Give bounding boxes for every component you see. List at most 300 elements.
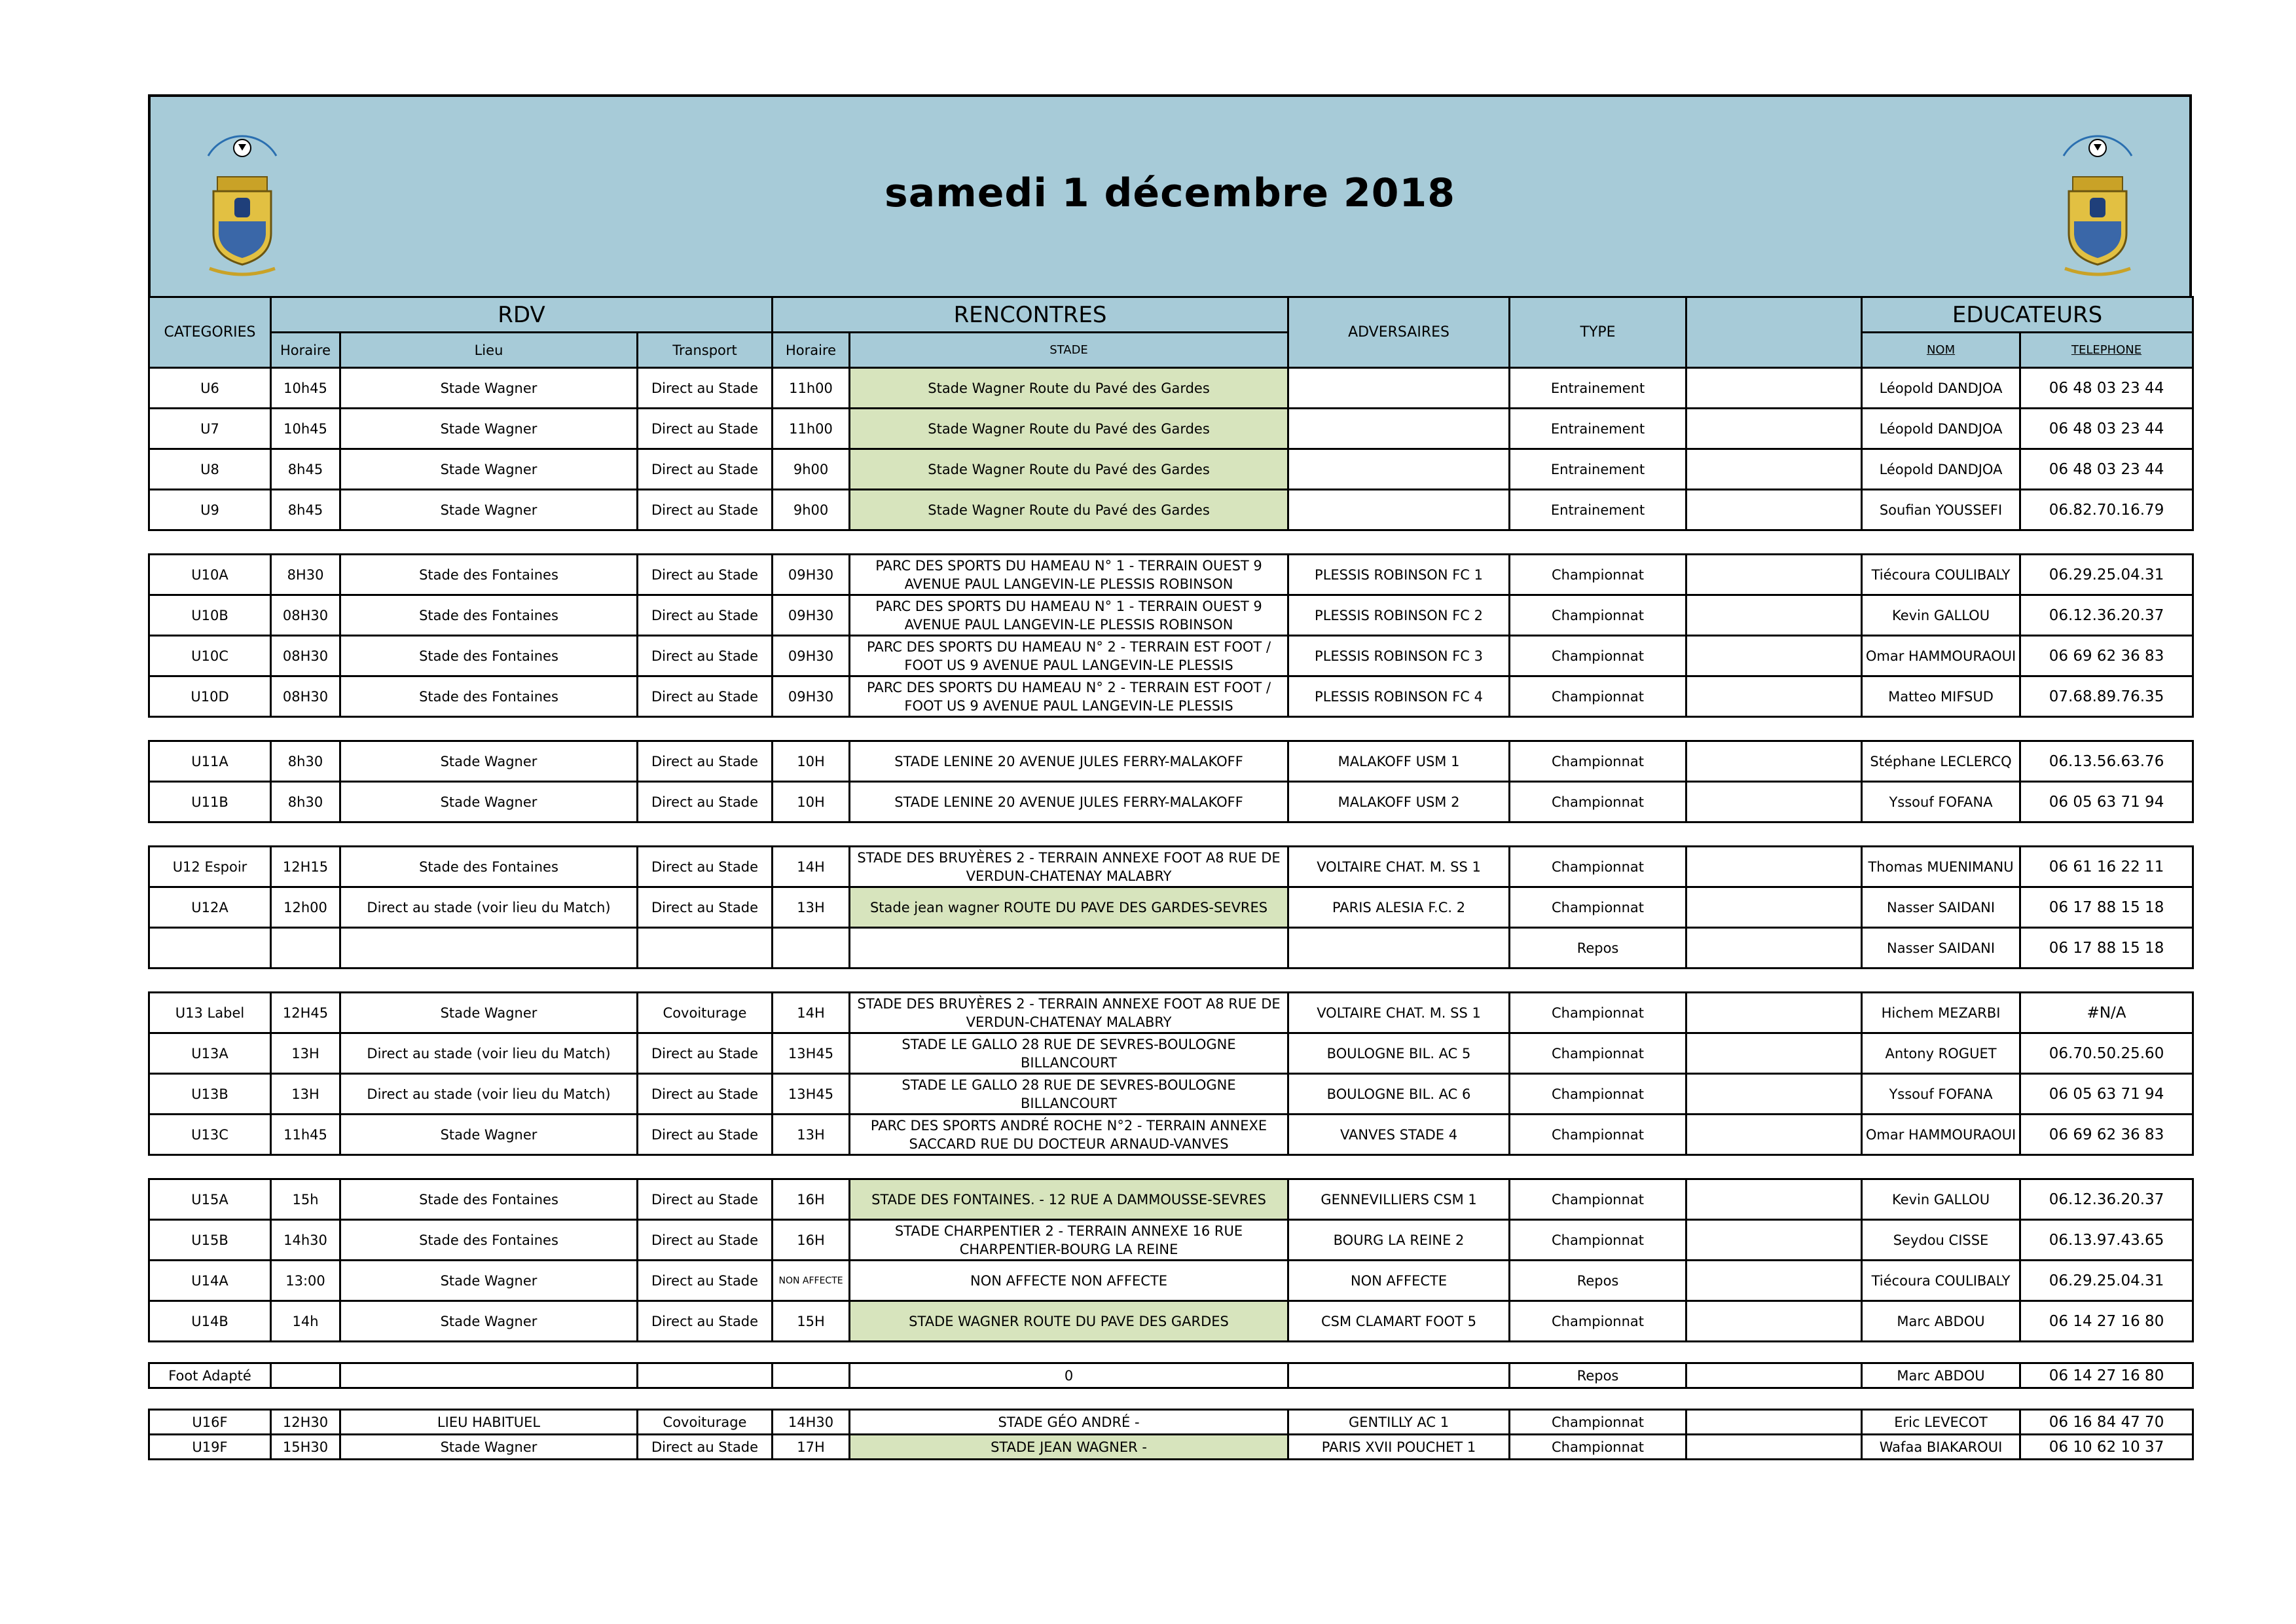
rdv-place: Direct au stade (voir lieu du Match) (340, 1033, 638, 1074)
transport (638, 1363, 773, 1388)
table-row (149, 490, 2193, 530)
coach-phone: 06 69 62 36 83 (2020, 636, 2193, 676)
opponent (1288, 368, 1510, 409)
blank (1686, 1435, 1862, 1460)
stadium: Stade jean wagner ROUTE DU PAVE DES GARDES-SEVRES (850, 887, 1288, 928)
table-row (149, 595, 2193, 636)
category: U10D (149, 676, 271, 717)
rdv-place: Stade Wagner (340, 490, 638, 530)
blank (1686, 928, 1862, 969)
match-type: Championnat (1510, 595, 1686, 636)
col-transport: Transport (638, 333, 773, 368)
rdv-place: Direct au stade (voir lieu du Match) (340, 1074, 638, 1115)
opponent (1288, 449, 1510, 490)
match-time: 09H30 (773, 595, 850, 636)
match-type: Repos (1510, 928, 1686, 969)
group-spacer (149, 717, 2193, 741)
rdv-place: Direct au stade (voir lieu du Match) (340, 887, 638, 928)
blank (1686, 993, 1862, 1033)
match-type: Championnat (1510, 782, 1686, 822)
category: Foot Adapté (149, 1363, 271, 1388)
transport: Direct au Stade (638, 368, 773, 409)
transport: Direct au Stade (638, 676, 773, 717)
table-row (149, 676, 2193, 717)
opponent: PLESSIS ROBINSON FC 2 (1288, 595, 1510, 636)
transport: Direct au Stade (638, 1115, 773, 1155)
transport: Direct au Stade (638, 887, 773, 928)
category: U13A (149, 1033, 271, 1074)
rdv-time: 8h30 (271, 741, 340, 782)
match-type: Entrainement (1510, 409, 1686, 449)
match-type: Championnat (1510, 1033, 1686, 1074)
stadium: Stade Wagner Route du Pavé des Gardes (850, 368, 1288, 409)
table-row (149, 1033, 2193, 1074)
category: U19F (149, 1435, 271, 1460)
rdv-time: 13H (271, 1033, 340, 1074)
blank (1686, 636, 1862, 676)
col-type: TYPE (1510, 297, 1686, 368)
match-type: Entrainement (1510, 449, 1686, 490)
match-time: 11h00 (773, 409, 850, 449)
category: U14A (149, 1261, 271, 1301)
group-spacer (149, 969, 2193, 993)
coach-name: Marc ABDOU (1862, 1363, 2020, 1388)
group-spacer (149, 1342, 2193, 1363)
coach-phone: 06 48 03 23 44 (2020, 368, 2193, 409)
group-spacer (149, 1388, 2193, 1410)
match-time: 16H (773, 1220, 850, 1261)
table-row (149, 1220, 2193, 1261)
opponent: GENNEVILLIERS CSM 1 (1288, 1179, 1510, 1220)
rdv-place: Stade Wagner (340, 993, 638, 1033)
category: U8 (149, 449, 271, 490)
coach-name: Tiécoura COULIBALY (1862, 1261, 2020, 1301)
rdv-place: Stade des Fontaines (340, 636, 638, 676)
category: U6 (149, 368, 271, 409)
coach-phone: 06.13.56.63.76 (2020, 741, 2193, 782)
coach-phone: 06 05 63 71 94 (2020, 1074, 2193, 1115)
coach-phone: 06 17 88 15 18 (2020, 887, 2193, 928)
blank (1686, 887, 1862, 928)
col-educateurs: EDUCATEURS (1862, 297, 2193, 333)
match-type: Championnat (1510, 741, 1686, 782)
stadium: STADE LENINE 20 AVENUE JULES FERRY-MALAKOFF (850, 741, 1288, 782)
blank (1686, 1220, 1862, 1261)
rdv-place: Stade Wagner (340, 368, 638, 409)
match-time: 11h00 (773, 368, 850, 409)
coach-phone: 06 16 84 47 70 (2020, 1410, 2193, 1435)
category: U9 (149, 490, 271, 530)
schedule-sheet (148, 94, 2192, 1460)
blank (1686, 1074, 1862, 1115)
rdv-place: Stade Wagner (340, 449, 638, 490)
category: U15A (149, 1179, 271, 1220)
opponent (1288, 1363, 1510, 1388)
opponent (1288, 490, 1510, 530)
coach-phone: 06.12.36.20.37 (2020, 595, 2193, 636)
coach-name: Soufian YOUSSEFI (1862, 490, 2020, 530)
opponent: MALAKOFF USM 2 (1288, 782, 1510, 822)
stadium: PARC DES SPORTS DU HAMEAU N° 2 - TERRAIN EST FOOT / FOOT US 9 AVENUE PAUL LANGEVIN-LE PLESSIS (850, 636, 1288, 676)
coach-phone: 06 14 27 16 80 (2020, 1301, 2193, 1342)
opponent (1288, 409, 1510, 449)
table-row (149, 1435, 2193, 1460)
rdv-time (271, 1363, 340, 1388)
coach-name: Marc ABDOU (1862, 1301, 2020, 1342)
coach-name: Wafaa BIAKAROUI (1862, 1435, 2020, 1460)
rdv-place: Stade des Fontaines (340, 676, 638, 717)
header-row-1 (149, 297, 2193, 333)
rdv-place: LIEU HABITUEL (340, 1410, 638, 1435)
stadium: PARC DES SPORTS DU HAMEAU N° 1 - TERRAIN OUEST 9 AVENUE PAUL LANGEVIN-LE PLESSIS ROBINSON (850, 595, 1288, 636)
rdv-time: 10h45 (271, 368, 340, 409)
opponent: VOLTAIRE CHAT. M. SS 1 (1288, 993, 1510, 1033)
rdv-place: Stade des Fontaines (340, 555, 638, 595)
opponent: CSM CLAMART FOOT 5 (1288, 1301, 1510, 1342)
table-row (149, 1261, 2193, 1301)
transport: Direct au Stade (638, 595, 773, 636)
rdv-place: Stade des Fontaines (340, 847, 638, 887)
category (149, 928, 271, 969)
coach-phone: 06 10 62 10 37 (2020, 1435, 2193, 1460)
col-telephone: TELEPHONE (2020, 333, 2193, 368)
coach-name: Nasser SAIDANI (1862, 928, 2020, 969)
stadium: STADE WAGNER ROUTE DU PAVE DES GARDES (850, 1301, 1288, 1342)
transport (638, 928, 773, 969)
stadium: STADE DES FONTAINES. - 12 RUE A DAMMOUSSE-SEVRES (850, 1179, 1288, 1220)
rdv-place: Stade Wagner (340, 1435, 638, 1460)
blank (1686, 1179, 1862, 1220)
opponent: PARIS XVII POUCHET 1 (1288, 1435, 1510, 1460)
rdv-place: Stade Wagner (340, 782, 638, 822)
stadium: STADE GÉO ANDRÉ - (850, 1410, 1288, 1435)
coach-phone: 06 48 03 23 44 (2020, 449, 2193, 490)
opponent: NON AFFECTE (1288, 1261, 1510, 1301)
category: U11A (149, 741, 271, 782)
rdv-time: 12H15 (271, 847, 340, 887)
col-horaire-match: Horaire (773, 333, 850, 368)
rdv-place: Stade Wagner (340, 409, 638, 449)
category: U7 (149, 409, 271, 449)
match-time: 15H (773, 1301, 850, 1342)
coach-name: Kevin GALLOU (1862, 1179, 2020, 1220)
transport: Direct au Stade (638, 409, 773, 449)
rdv-time (271, 928, 340, 969)
blank (1686, 409, 1862, 449)
table-row (149, 636, 2193, 676)
coach-name: Léopold DANDJOA (1862, 368, 2020, 409)
match-type: Championnat (1510, 555, 1686, 595)
category: U14B (149, 1301, 271, 1342)
match-time: 13H (773, 887, 850, 928)
rdv-place: Stade des Fontaines (340, 595, 638, 636)
transport: Direct au Stade (638, 1261, 773, 1301)
transport: Direct au Stade (638, 1435, 773, 1460)
opponent: PLESSIS ROBINSON FC 3 (1288, 636, 1510, 676)
coach-phone: 06.12.36.20.37 (2020, 1179, 2193, 1220)
rdv-place: Stade des Fontaines (340, 1179, 638, 1220)
opponent: MALAKOFF USM 1 (1288, 741, 1510, 782)
rdv-time: 13:00 (271, 1261, 340, 1301)
category: U11B (149, 782, 271, 822)
coach-phone: #N/A (2020, 993, 2193, 1033)
category: U13 Label (149, 993, 271, 1033)
coach-name: Yssouf FOFANA (1862, 1074, 2020, 1115)
coach-name: Tiécoura COULIBALY (1862, 555, 2020, 595)
rdv-place (340, 928, 638, 969)
rdv-time: 12H45 (271, 993, 340, 1033)
blank (1686, 490, 1862, 530)
rdv-place: Stade Wagner (340, 1301, 638, 1342)
stadium: PARC DES SPORTS DU HAMEAU N° 1 - TERRAIN OUEST 9 AVENUE PAUL LANGEVIN-LE PLESSIS ROBINSON (850, 555, 1288, 595)
stadium: PARC DES SPORTS DU HAMEAU N° 2 - TERRAIN EST FOOT / FOOT US 9 AVENUE PAUL LANGEVIN-LE PLESSIS (850, 676, 1288, 717)
col-categories: CATEGORIES (149, 297, 271, 368)
match-type: Repos (1510, 1261, 1686, 1301)
opponent: BOULOGNE BIL. AC 6 (1288, 1074, 1510, 1115)
match-time: 09H30 (773, 636, 850, 676)
match-type: Championnat (1510, 1074, 1686, 1115)
rdv-place: Stade Wagner (340, 741, 638, 782)
coach-name: Yssouf FOFANA (1862, 782, 2020, 822)
match-type: Championnat (1510, 1220, 1686, 1261)
blank (1686, 595, 1862, 636)
coach-name: Stéphane LECLERCQ (1862, 741, 2020, 782)
coach-phone: 06 61 16 22 11 (2020, 847, 2193, 887)
table-row (149, 847, 2193, 887)
blank (1686, 1115, 1862, 1155)
coach-name: Hichem MEZARBI (1862, 993, 2020, 1033)
col-adversaires: ADVERSAIRES (1288, 297, 1510, 368)
coach-phone: 06 14 27 16 80 (2020, 1363, 2193, 1388)
transport: Direct au Stade (638, 1301, 773, 1342)
blank (1686, 1301, 1862, 1342)
stadium: STADE DES BRUYÈRES 2 - TERRAIN ANNEXE FOOT A8 RUE DE VERDUN-CHATENAY MALABRY (850, 847, 1288, 887)
match-type: Entrainement (1510, 490, 1686, 530)
transport: Direct au Stade (638, 741, 773, 782)
stadium: Stade Wagner Route du Pavé des Gardes (850, 490, 1288, 530)
coach-phone: 07.68.89.76.35 (2020, 676, 2193, 717)
header-row-2 (149, 333, 2193, 368)
match-type: Championnat (1510, 676, 1686, 717)
coach-name: Antony ROGUET (1862, 1033, 2020, 1074)
opponent: BOURG LA REINE 2 (1288, 1220, 1510, 1261)
club-crest-icon (2045, 117, 2150, 280)
rdv-time: 8H30 (271, 555, 340, 595)
stadium: STADE LE GALLO 28 RUE DE SEVRES-BOULOGNE BILLANCOURT (850, 1033, 1288, 1074)
match-time: NON AFFECTE (773, 1261, 850, 1301)
match-type: Repos (1510, 1363, 1686, 1388)
transport: Direct au Stade (638, 1179, 773, 1220)
coach-phone: 06.29.25.04.31 (2020, 1261, 2193, 1301)
blank (1686, 1033, 1862, 1074)
table-row (149, 1363, 2193, 1388)
coach-phone: 06 69 62 36 83 (2020, 1115, 2193, 1155)
transport: Direct au Stade (638, 555, 773, 595)
match-time: 16H (773, 1179, 850, 1220)
rdv-time: 8h45 (271, 490, 340, 530)
rdv-place: Stade Wagner (340, 1115, 638, 1155)
opponent: BOULOGNE BIL. AC 5 (1288, 1033, 1510, 1074)
coach-name: Matteo MIFSUD (1862, 676, 2020, 717)
rdv-time: 14h30 (271, 1220, 340, 1261)
coach-name: Nasser SAIDANI (1862, 887, 2020, 928)
col-nom: NOM (1862, 333, 2020, 368)
category: U10A (149, 555, 271, 595)
match-time: 10H (773, 782, 850, 822)
stadium: STADE LE GALLO 28 RUE DE SEVRES-BOULOGNE BILLANCOURT (850, 1074, 1288, 1115)
category: U10C (149, 636, 271, 676)
stadium (850, 928, 1288, 969)
coach-phone: 06.70.50.25.60 (2020, 1033, 2193, 1074)
match-time: 14H30 (773, 1410, 850, 1435)
coach-name: Seydou CISSE (1862, 1220, 2020, 1261)
rdv-time: 10h45 (271, 409, 340, 449)
transport: Covoiturage (638, 1410, 773, 1435)
coach-phone: 06 05 63 71 94 (2020, 782, 2193, 822)
match-time: 9h00 (773, 490, 850, 530)
group-spacer (149, 530, 2193, 555)
table-row (149, 368, 2193, 409)
transport: Covoiturage (638, 993, 773, 1033)
opponent: PARIS ALESIA F.C. 2 (1288, 887, 1510, 928)
coach-name: Thomas MUENIMANU (1862, 847, 2020, 887)
category: U15B (149, 1220, 271, 1261)
rdv-time: 11h45 (271, 1115, 340, 1155)
blank (1686, 1363, 1862, 1388)
coach-phone: 06.82.70.16.79 (2020, 490, 2193, 530)
match-time: 09H30 (773, 555, 850, 595)
rdv-time: 13H (271, 1074, 340, 1115)
blank (1686, 782, 1862, 822)
coach-phone: 06 48 03 23 44 (2020, 409, 2193, 449)
match-time (773, 928, 850, 969)
table-row (149, 449, 2193, 490)
table-row (149, 1301, 2193, 1342)
coach-name: Léopold DANDJOA (1862, 449, 2020, 490)
col-lieu: Lieu (340, 333, 638, 368)
rdv-place: Stade des Fontaines (340, 1220, 638, 1261)
rdv-place: Stade Wagner (340, 1261, 638, 1301)
rdv-time: 12H30 (271, 1410, 340, 1435)
match-time: 13H (773, 1115, 850, 1155)
match-time: 13H45 (773, 1033, 850, 1074)
table-row (149, 993, 2193, 1033)
table-row (149, 741, 2193, 782)
stadium: 0 (850, 1363, 1288, 1388)
match-type: Championnat (1510, 1301, 1686, 1342)
rdv-time: 08H30 (271, 676, 340, 717)
match-time: 13H45 (773, 1074, 850, 1115)
rdv-time: 08H30 (271, 595, 340, 636)
col-empty (1686, 297, 1862, 368)
blank (1686, 741, 1862, 782)
stadium: STADE LENINE 20 AVENUE JULES FERRY-MALAKOFF (850, 782, 1288, 822)
table-row (149, 555, 2193, 595)
coach-name: Kevin GALLOU (1862, 595, 2020, 636)
match-type: Entrainement (1510, 368, 1686, 409)
table-row (149, 928, 2193, 969)
blank (1686, 1261, 1862, 1301)
stadium: STADE JEAN WAGNER - (850, 1435, 1288, 1460)
category: U10B (149, 595, 271, 636)
blank (1686, 1410, 1862, 1435)
match-time: 9h00 (773, 449, 850, 490)
stadium: Stade Wagner Route du Pavé des Gardes (850, 449, 1288, 490)
transport: Direct au Stade (638, 1074, 773, 1115)
blank (1686, 555, 1862, 595)
schedule-table (148, 296, 2194, 1460)
transport: Direct au Stade (638, 1033, 773, 1074)
table-row (149, 409, 2193, 449)
blank (1686, 847, 1862, 887)
page-title: samedi 1 décembre 2018 (884, 170, 1455, 216)
rdv-place (340, 1363, 638, 1388)
match-type: Championnat (1510, 847, 1686, 887)
category: U13C (149, 1115, 271, 1155)
opponent: VOLTAIRE CHAT. M. SS 1 (1288, 847, 1510, 887)
match-time: 10H (773, 741, 850, 782)
coach-name: Léopold DANDJOA (1862, 409, 2020, 449)
match-time: 14H (773, 847, 850, 887)
opponent: PLESSIS ROBINSON FC 4 (1288, 676, 1510, 717)
match-type: Championnat (1510, 887, 1686, 928)
blank (1686, 368, 1862, 409)
stadium: Stade Wagner Route du Pavé des Gardes (850, 409, 1288, 449)
table-row (149, 1115, 2193, 1155)
transport: Direct au Stade (638, 1220, 773, 1261)
match-type: Championnat (1510, 1179, 1686, 1220)
match-type: Championnat (1510, 636, 1686, 676)
match-type: Championnat (1510, 1410, 1686, 1435)
table-row (149, 1179, 2193, 1220)
rdv-time: 14h (271, 1301, 340, 1342)
coach-name: Eric LEVECOT (1862, 1410, 2020, 1435)
rdv-time: 15H30 (271, 1435, 340, 1460)
match-type: Championnat (1510, 1115, 1686, 1155)
transport: Direct au Stade (638, 847, 773, 887)
stadium: STADE CHARPENTIER 2 - TERRAIN ANNEXE 16 RUE CHARPENTIER-BOURG LA REINE (850, 1220, 1288, 1261)
category: U13B (149, 1074, 271, 1115)
category: U12A (149, 887, 271, 928)
table-row (149, 1074, 2193, 1115)
rdv-time: 15h (271, 1179, 340, 1220)
transport: Direct au Stade (638, 782, 773, 822)
table-row (149, 1410, 2193, 1435)
blank (1686, 449, 1862, 490)
coach-name: Omar HAMMOURAOUI (1862, 1115, 2020, 1155)
group-spacer (149, 1155, 2193, 1179)
match-type: Championnat (1510, 993, 1686, 1033)
match-time (773, 1363, 850, 1388)
match-time: 17H (773, 1435, 850, 1460)
match-time: 14H (773, 993, 850, 1033)
stadium: PARC DES SPORTS ANDRÉ ROCHE N°2 - TERRAIN ANNEXE SACCARD RUE DU DOCTEUR ARNAUD-VANVES (850, 1115, 1288, 1155)
col-horaire: Horaire (271, 333, 340, 368)
group-spacer (149, 822, 2193, 847)
match-time: 09H30 (773, 676, 850, 717)
rdv-time: 8h30 (271, 782, 340, 822)
transport: Direct au Stade (638, 449, 773, 490)
col-rdv: RDV (271, 297, 773, 333)
coach-phone: 06 17 88 15 18 (2020, 928, 2193, 969)
title-banner (148, 94, 2192, 296)
opponent: GENTILLY AC 1 (1288, 1410, 1510, 1435)
coach-phone: 06.29.25.04.31 (2020, 555, 2193, 595)
coach-name: Omar HAMMOURAOUI (1862, 636, 2020, 676)
match-type: Championnat (1510, 1435, 1686, 1460)
stadium: NON AFFECTE NON AFFECTE (850, 1261, 1288, 1301)
opponent: PLESSIS ROBINSON FC 1 (1288, 555, 1510, 595)
